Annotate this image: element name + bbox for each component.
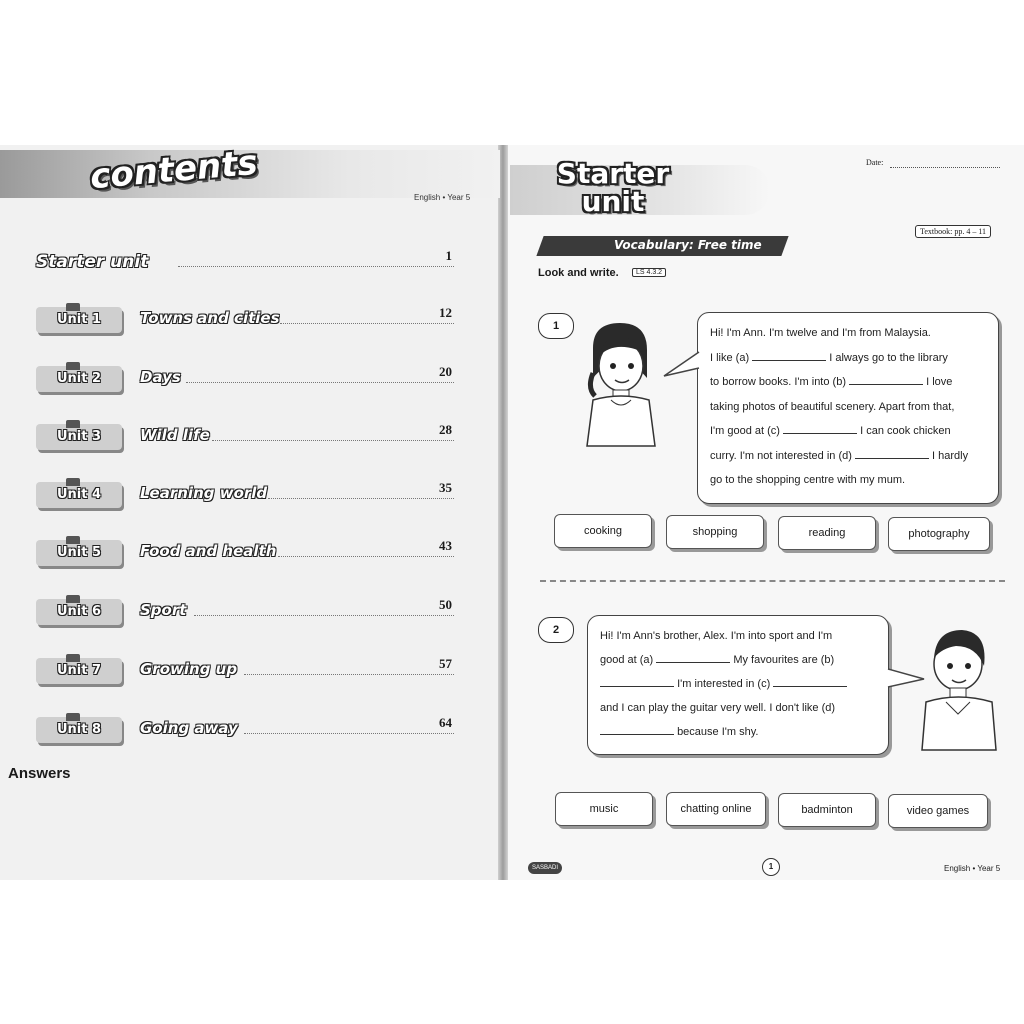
toc-page: 12 [439,305,452,320]
bubble-line: because I'm shy. [600,720,876,744]
bubble-line: Hi! I'm Ann. I'm twelve and I'm from Malaysia. [710,327,931,339]
unit-label: Unit 1 [56,312,102,327]
toc-dots [244,674,454,675]
page-number: 1 [762,858,780,876]
bubble-line: I like (a) I always go to the library [710,351,948,364]
exercise-number: 2 [538,617,574,643]
bubble-line: to borrow books. I'm into (b) I love [710,376,953,388]
toc-row-unit-8[interactable] [0,715,500,745]
unit-label: Unit 7 [56,663,102,678]
unit-tab [36,717,122,743]
unit-tab [36,424,122,450]
blank-b[interactable] [849,374,923,385]
unit-tab [36,599,122,625]
unit-tab [36,366,122,392]
toc-row-unit-2[interactable] [0,364,500,394]
running-header: English • Year 5 [414,193,471,202]
title-line-2: unit [581,185,645,218]
toc-dots [278,556,454,557]
word-card[interactable]: badminton [778,793,876,827]
unit-label: Unit 2 [56,371,102,386]
bubble-line: I'm good at (c) I can cook chicken [710,425,951,437]
toc-page: 57 [439,656,452,671]
toc-row-unit-1[interactable] [0,305,500,335]
bubble-line: good at (a) My favourites are (b) [600,654,835,666]
blank-b[interactable] [600,676,674,687]
blank-d[interactable] [855,448,929,459]
unit-label: Unit 6 [56,604,102,619]
bubble-line: go to the shopping centre with my mum. [710,474,906,486]
toc-dots [212,440,454,441]
blank-d[interactable] [600,724,674,735]
unit-label: Unit 8 [56,722,102,737]
toc-page: 28 [439,422,452,437]
unit-tab [36,658,122,684]
toc-page: 1 [445,248,452,263]
toc-page: 64 [439,715,452,730]
bubble-line: Hi! I'm Ann's brother, Alex. I'm into sport and I'm [600,630,833,642]
bubble-tail-icon [662,350,700,380]
answers-heading[interactable]: Answers [8,765,71,782]
word-card[interactable]: music [555,792,653,826]
toc-row-unit-4[interactable] [0,480,500,510]
date-line[interactable] [890,167,1000,168]
word-card[interactable]: photography [888,517,990,551]
toc-title: Food and health [140,542,277,560]
girl-illustration-icon [575,318,665,453]
toc-dots [280,323,454,324]
blank-c[interactable] [783,423,857,434]
textbook-reference: Textbook: pp. 4 – 11 [915,225,991,238]
unit-label: Unit 4 [56,487,102,502]
title-line-1: Starter [556,157,670,190]
word-card[interactable]: reading [778,516,876,550]
vocab-heading: Vocabulary: Free time [614,238,762,252]
boy-illustration-icon [916,622,1000,754]
footer-running-title: English • Year 5 [944,864,1001,873]
speech-bubble-alex [587,615,889,755]
toc-row-unit-3[interactable] [0,422,500,452]
date-label: Date: [866,158,884,167]
exercise-number: 1 [538,313,574,339]
skill-code: LS 4.3.2 [632,268,666,277]
unit-tab [36,540,122,566]
toc-page: 50 [439,597,452,612]
word-card[interactable]: shopping [666,515,764,549]
blank-a[interactable] [752,350,826,361]
toc-dots [186,382,454,383]
toc-row-unit-6[interactable] [0,597,500,627]
toc-dots [178,266,454,267]
unit-label: Unit 3 [56,429,102,444]
unit-tab [36,307,122,333]
bubble-line: curry. I'm not interested in (d) I hardly [710,449,969,462]
instruction: Look and write. [538,267,619,279]
toc-dots [268,498,454,499]
toc-title: Growing up [140,660,238,678]
toc-title: Sport [140,601,187,619]
toc-title: Going away [140,719,238,737]
word-card[interactable]: cooking [554,514,652,548]
toc-row-unit-7[interactable] [0,656,500,686]
toc-title: Starter unit [36,252,149,272]
toc-title: Learning world [140,484,268,502]
section-divider [540,580,1005,582]
toc-title: Towns and cities [140,309,280,327]
unit-tab [36,482,122,508]
bubble-line: taking photos of beautiful scenery. Apart from that, [710,400,955,413]
toc-dots [244,733,454,734]
blank-a[interactable] [656,652,730,663]
publisher-logo: SASBADI [528,862,562,874]
word-card[interactable]: video games [888,794,988,828]
toc-row-unit-5[interactable] [0,538,500,568]
toc-title: Days [140,368,181,386]
toc-page: 35 [439,480,452,495]
toc-dots [194,615,454,616]
toc-row-starter[interactable] [0,248,500,278]
speech-bubble-ann [697,312,999,504]
blank-c[interactable] [773,676,847,687]
toc-title: Wild life [140,426,210,444]
toc-page: 20 [439,364,452,379]
word-card[interactable]: chatting online [666,792,766,826]
bubble-line: I'm interested in (c) [600,672,876,696]
bubble-line: and I can play the guitar very well. I don't like (d) [600,702,836,714]
toc-page: 43 [439,538,452,553]
starter-unit-title [548,157,678,218]
unit-label: Unit 5 [56,545,102,560]
contents-title: contents [88,142,260,198]
